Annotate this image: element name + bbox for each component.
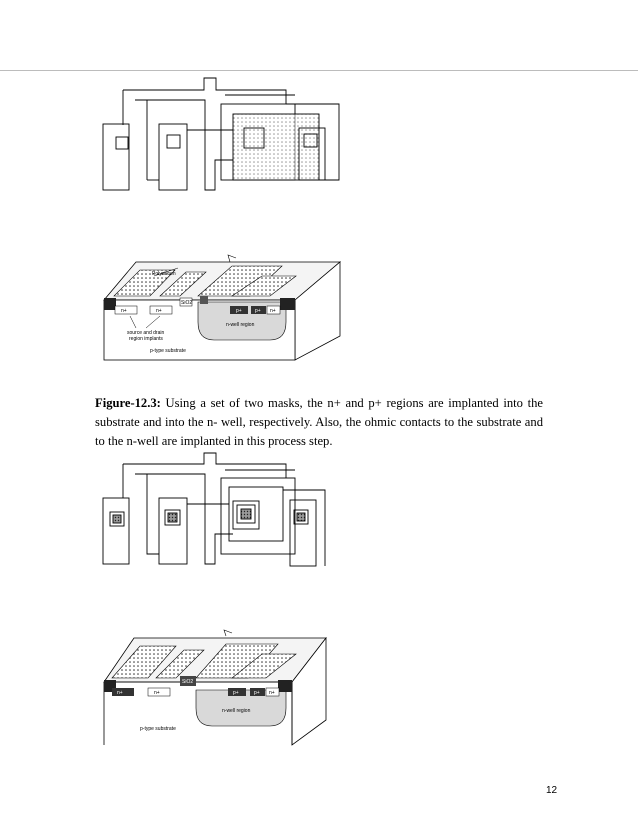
label-source-drain-2: region implants xyxy=(129,336,163,342)
label-n-plus-left: n+ xyxy=(121,308,127,314)
label-sio2: SiO2 xyxy=(182,679,194,685)
page-number: 12 xyxy=(546,785,558,796)
label-polysilicon: Polysilicon xyxy=(152,271,176,277)
label-n-plus-well: n+ xyxy=(269,690,275,696)
label-substrate: p-type substrate xyxy=(140,726,176,732)
label-n-plus-right: n+ xyxy=(154,690,160,696)
layout-diagram-2 xyxy=(103,453,325,566)
crosssection-diagram-1 xyxy=(104,255,340,360)
label-n-plus-left: n+ xyxy=(117,690,123,696)
label-n-plus-well: n+ xyxy=(270,308,276,314)
label-p-plus-2: p+ xyxy=(255,308,261,314)
layout-diagram-1 xyxy=(103,78,339,190)
caption-label: Figure-12.3: xyxy=(95,396,161,410)
label-substrate: p-type substrate xyxy=(150,348,186,354)
label-nwell: n-well region xyxy=(222,708,251,714)
label-p-plus-2: p+ xyxy=(254,690,260,696)
label-p-plus-1: p+ xyxy=(233,690,239,696)
crosssection-diagram-2 xyxy=(104,630,326,745)
label-n-plus-right: n+ xyxy=(156,308,162,314)
label-source-drain-1: source and drain xyxy=(127,330,165,336)
label-p-plus-1: p+ xyxy=(236,308,242,314)
figure-caption xyxy=(95,394,543,451)
caption-text: Using a set of two masks, the n+ and p+ regions are implanted into the substrate and into the n- well, respectively. Also, the ohmic contacts to the substrate and to the n-well are implanted in this process step. xyxy=(95,396,543,448)
label-nwell: n-well region xyxy=(226,322,255,328)
label-sio2: SiO2 xyxy=(181,300,193,306)
